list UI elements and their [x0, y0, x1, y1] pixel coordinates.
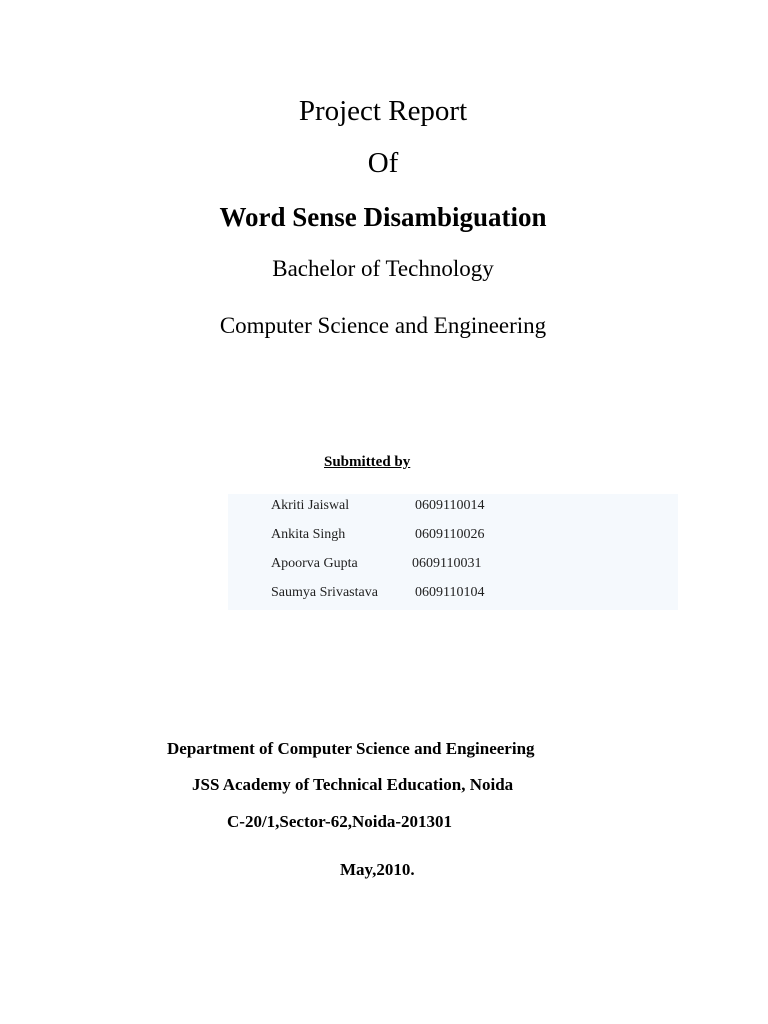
- student-name: Apoorva Gupta: [271, 556, 358, 571]
- student-row: [228, 523, 678, 552]
- student-name: Akriti Jaiswal: [271, 498, 350, 513]
- submitted-by-heading: Submitted by: [324, 454, 411, 470]
- report-of-line: Of: [367, 147, 399, 179]
- student-list: [228, 494, 678, 610]
- college-address: C-20/1,Sector-62,Noida-201301: [227, 812, 453, 831]
- department-name: Department of Computer Science and Engineering: [167, 739, 535, 758]
- project-subject: Word Sense Disambiguation: [219, 202, 547, 232]
- report-title: Project Report: [298, 95, 468, 127]
- student-row: [228, 552, 678, 581]
- student-row: [228, 581, 678, 610]
- submission-date: May,2010.: [340, 860, 415, 879]
- college-name: JSS Academy of Technical Education, Noida: [192, 775, 514, 794]
- student-row: [228, 494, 678, 523]
- branch-name: Computer Science and Engineering: [219, 313, 547, 338]
- student-name: Ankita Singh: [271, 527, 346, 542]
- degree-name: Bachelor of Technology: [272, 256, 494, 281]
- student-roll-number: 0609110031: [412, 556, 482, 571]
- student-roll-number: 0609110026: [415, 527, 485, 542]
- student-name: Saumya Srivastava: [271, 585, 378, 600]
- student-roll-number: 0609110104: [415, 585, 485, 600]
- student-roll-number: 0609110014: [415, 498, 485, 513]
